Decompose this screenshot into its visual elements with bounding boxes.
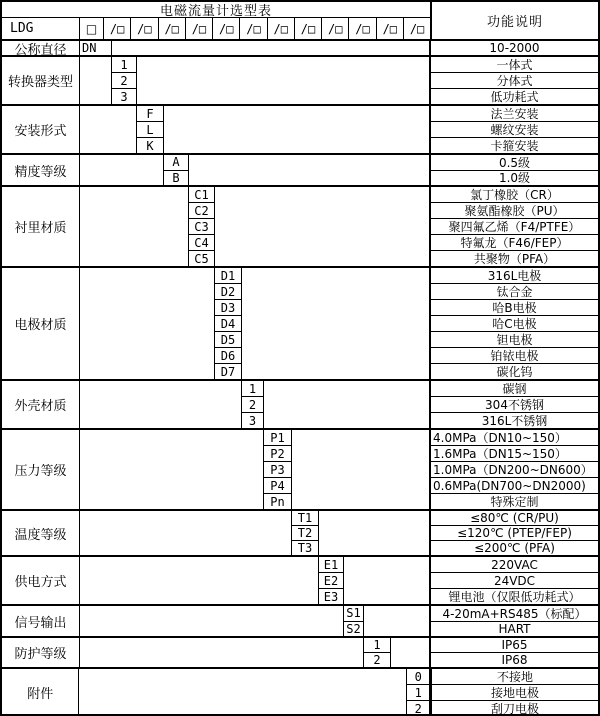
spacer xyxy=(80,430,264,509)
spacer xyxy=(80,187,189,266)
code-column xyxy=(189,187,215,266)
model-slot: /□ xyxy=(131,18,158,39)
option-code: 3 xyxy=(242,412,263,428)
spacer xyxy=(80,381,242,428)
section-label: 衬里材质 xyxy=(2,187,80,266)
option-desc: 一体式 xyxy=(496,58,533,72)
desc-column xyxy=(430,669,598,716)
option-code: A xyxy=(172,155,180,170)
section-label: 压力等级 xyxy=(2,430,80,509)
section-power-supply xyxy=(2,555,598,604)
option-code: T2 xyxy=(292,525,318,540)
option-desc: 10-2000 xyxy=(489,41,540,55)
section-label: 转换器类型 xyxy=(2,57,80,104)
option-code: T3 xyxy=(292,540,318,555)
option-desc: 1.0MPa（DN200~DN600） xyxy=(431,461,598,477)
option-desc: 接地电极 xyxy=(432,684,598,700)
option-desc: 法兰安装 xyxy=(490,107,539,121)
section-electrode-material xyxy=(2,266,598,379)
option-desc: 0.5级 xyxy=(498,155,531,170)
option-code: D5 xyxy=(215,331,241,347)
option-code: T1 xyxy=(297,511,313,525)
option-desc: 哈C电极 xyxy=(431,315,598,331)
section-label: 温度等级 xyxy=(2,511,80,555)
model-box: □ xyxy=(80,18,104,39)
option-code: C4 xyxy=(189,234,214,250)
option-desc: 220VAC xyxy=(491,557,538,572)
option-desc: 聚四氟乙烯（F4/PTFE） xyxy=(431,218,598,234)
option-code: D1 xyxy=(220,268,236,283)
table-title: 电磁流量计选型表 xyxy=(2,2,430,18)
section-label: 安装形式 xyxy=(2,106,80,153)
option-code: 3 xyxy=(112,88,136,104)
section-label: 附件 xyxy=(2,669,79,716)
option-desc: HART xyxy=(431,621,598,637)
option-desc: 316L不锈钢 xyxy=(431,412,598,428)
desc-column xyxy=(429,381,598,428)
option-desc: IP65 xyxy=(501,638,528,652)
option-code: 1 xyxy=(373,638,381,652)
option-code: D2 xyxy=(215,283,241,299)
spacer xyxy=(79,669,407,716)
model-slot: /□ xyxy=(104,18,131,39)
option-code: P4 xyxy=(264,477,291,493)
option-code: D6 xyxy=(215,347,241,363)
desc-column xyxy=(429,57,598,104)
spacer xyxy=(112,41,429,55)
spacer xyxy=(80,638,364,667)
option-code: DN xyxy=(82,41,97,55)
option-code: B xyxy=(164,170,188,186)
option-desc: ≤120℃ (PTEP/FEP) xyxy=(431,525,598,540)
option-desc: 0.6MPa(DN700~DN2000) xyxy=(431,477,598,493)
section-label: 防护等级 xyxy=(2,638,80,667)
spacer xyxy=(164,106,429,153)
section-label: 供电方式 xyxy=(2,557,80,604)
spacer xyxy=(364,606,429,636)
code-column xyxy=(364,638,391,667)
spacer xyxy=(80,106,137,153)
option-code: D3 xyxy=(215,299,241,315)
model-slot: /□ xyxy=(240,18,267,39)
spacer xyxy=(264,381,429,428)
option-code: C2 xyxy=(189,202,214,218)
spacer xyxy=(137,57,429,104)
spacer xyxy=(242,268,429,379)
option-code: L xyxy=(137,121,163,137)
option-code: P1 xyxy=(270,430,285,445)
function-column-header: 功能说明 xyxy=(430,2,598,39)
option-desc: 4.0MPa（DN10~150） xyxy=(433,431,567,445)
section-label: 外壳材质 xyxy=(2,381,80,428)
spacer xyxy=(189,155,429,185)
option-code: 2 xyxy=(364,652,390,667)
model-code-row xyxy=(2,18,430,39)
desc-column xyxy=(429,41,598,55)
code-column xyxy=(215,268,242,379)
spacer xyxy=(80,268,215,379)
option-code: K xyxy=(137,137,163,153)
section-accessories xyxy=(2,667,598,716)
model-prefix: LDG xyxy=(2,18,80,39)
code-column xyxy=(319,557,344,604)
code-column xyxy=(292,511,319,555)
section-label: 电极材质 xyxy=(2,268,80,379)
model-slot: /□ xyxy=(349,18,376,39)
desc-column xyxy=(429,606,598,636)
option-desc: 4-20mA+RS485（标配） xyxy=(442,606,587,621)
model-slot: /□ xyxy=(268,18,295,39)
section-nominal-diameter xyxy=(2,39,598,58)
model-slot: /□ xyxy=(377,18,404,39)
model-slot: /□ xyxy=(186,18,213,39)
option-desc: 钽电极 xyxy=(431,331,598,347)
code-column xyxy=(407,669,430,716)
model-slot: /□ xyxy=(159,18,186,39)
spacer xyxy=(80,57,112,104)
option-desc: 刮刀电极 xyxy=(432,700,598,716)
option-code: 2 xyxy=(112,72,136,88)
code-column xyxy=(137,106,164,153)
section-housing-material xyxy=(2,379,598,428)
code-column xyxy=(112,57,137,104)
option-desc: 哈B电极 xyxy=(431,299,598,315)
section-signal-output xyxy=(2,604,598,636)
option-desc: 低功耗式 xyxy=(431,88,598,104)
option-code: 0 xyxy=(414,669,422,684)
option-code: E3 xyxy=(319,588,343,604)
option-code: P3 xyxy=(264,461,291,477)
option-code: S2 xyxy=(344,621,363,637)
spacer xyxy=(80,557,319,604)
option-desc: 碳钢 xyxy=(502,382,527,396)
desc-column xyxy=(429,155,598,185)
option-code: P2 xyxy=(264,445,291,461)
option-desc: 锂电池（仅限低功耗式） xyxy=(431,588,598,604)
option-desc: 铂铱电极 xyxy=(431,347,598,363)
section-pressure-rating xyxy=(2,428,598,509)
section-accuracy-class xyxy=(2,153,598,185)
option-desc: 分体式 xyxy=(431,72,598,88)
option-desc: 氯丁橡胶（CR） xyxy=(470,188,559,202)
option-code: S1 xyxy=(346,606,361,621)
option-code: 2 xyxy=(242,396,263,412)
model-slot: /□ xyxy=(409,21,425,36)
desc-column xyxy=(429,187,598,266)
model-slot: /□ xyxy=(322,18,349,39)
desc-column xyxy=(429,430,598,509)
option-desc: 碳化钨 xyxy=(431,363,598,379)
section-protection-rating xyxy=(2,636,598,667)
option-desc: 螺纹安装 xyxy=(431,121,598,137)
option-desc: 不接地 xyxy=(497,670,534,684)
option-code: C3 xyxy=(189,218,214,234)
section-label: 公称直径 xyxy=(2,41,80,55)
option-desc: 特殊定制 xyxy=(431,493,598,509)
code-column xyxy=(80,41,112,55)
option-code: 1 xyxy=(407,684,429,700)
option-desc: 1.0级 xyxy=(431,170,598,186)
table-header xyxy=(2,2,598,39)
option-desc: 特氟龙（F46/FEP） xyxy=(431,234,598,250)
desc-column xyxy=(429,638,598,667)
spacer xyxy=(80,155,164,185)
spacer xyxy=(292,430,429,509)
spacer xyxy=(80,606,344,636)
option-desc: ≤200℃ (PFA) xyxy=(431,540,598,555)
option-desc: 聚氨酯橡胶（PU） xyxy=(431,202,598,218)
option-desc: 316L电极 xyxy=(487,269,542,283)
option-code: E1 xyxy=(323,557,339,572)
section-label: 信号输出 xyxy=(2,606,80,636)
option-code: 1 xyxy=(120,57,128,72)
spacer xyxy=(391,638,429,667)
option-desc: 钛合金 xyxy=(431,283,598,299)
option-code: D7 xyxy=(215,363,241,379)
option-desc: 304不锈钢 xyxy=(431,396,598,412)
spacer xyxy=(344,557,429,604)
option-code: 2 xyxy=(407,700,429,716)
option-code: F xyxy=(146,106,154,121)
code-column xyxy=(164,155,189,185)
desc-column xyxy=(429,557,598,604)
section-converter-type xyxy=(2,55,598,104)
spacer xyxy=(80,511,292,555)
option-code: 1 xyxy=(248,381,257,396)
option-code: Pn xyxy=(264,493,291,509)
option-desc: 24VDC xyxy=(431,572,598,588)
option-desc: IP68 xyxy=(431,652,598,667)
spacer xyxy=(215,187,429,266)
section-installation-type xyxy=(2,104,598,153)
code-column xyxy=(344,606,364,636)
code-column xyxy=(242,381,264,428)
option-code: E2 xyxy=(319,572,343,588)
header-left xyxy=(2,2,430,39)
option-code: C5 xyxy=(189,250,214,266)
option-desc: ≤80℃ (CR/PU) xyxy=(470,511,559,525)
spacer xyxy=(319,511,429,555)
option-desc: 1.6MPa（DN15~150） xyxy=(431,445,598,461)
section-liner-material xyxy=(2,185,598,266)
desc-column xyxy=(429,106,598,153)
option-desc: 卡箍安装 xyxy=(431,137,598,153)
code-column xyxy=(264,430,292,509)
option-desc: 共聚物（PFA） xyxy=(431,250,598,266)
option-code: C1 xyxy=(194,187,209,202)
model-slot: /□ xyxy=(295,18,322,39)
desc-column xyxy=(429,511,598,555)
desc-column xyxy=(429,268,598,379)
model-slot: /□ xyxy=(213,18,240,39)
option-code: D4 xyxy=(215,315,241,331)
section-temperature-rating xyxy=(2,509,598,555)
section-label: 精度等级 xyxy=(2,155,80,185)
